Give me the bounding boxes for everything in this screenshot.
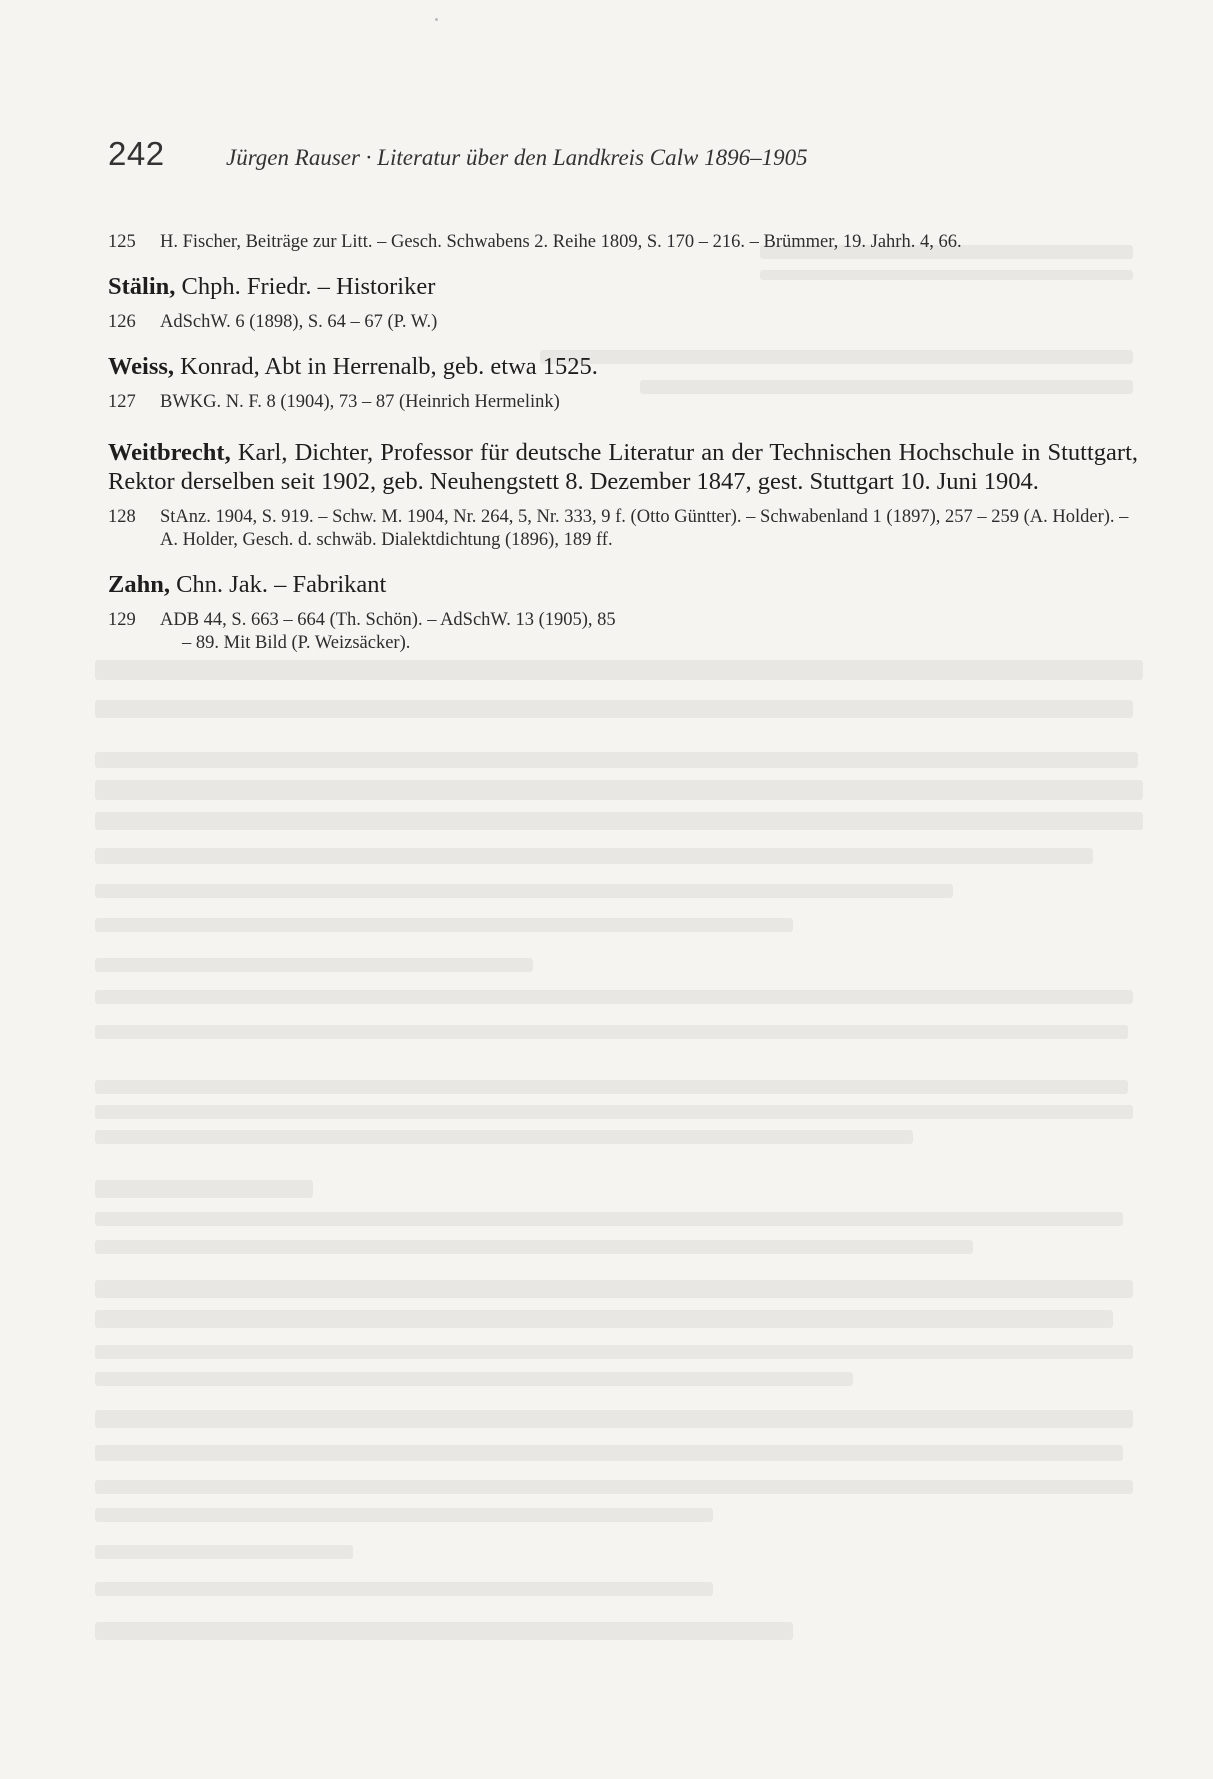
page-header xyxy=(108,135,1138,173)
page-number: 242 xyxy=(108,135,165,172)
entry-number: 128 xyxy=(108,507,136,527)
entry-number: 129 xyxy=(108,610,136,630)
person-description: Chph. Friedr. – Historiker xyxy=(175,273,436,300)
entry-number: 127 xyxy=(108,392,136,412)
bibliography-entry-127 xyxy=(108,391,1138,414)
person-description: Karl, Dichter, Professor für deutsche Literatur an der Technischen Hochschule in Stuttgart, Rektor derselben seit 1902, geb. Neuhengstett 8. Dezember 1847, gest. Stuttgart 10. Juni 1904. xyxy=(108,439,1138,495)
bibliography-entry-125 xyxy=(108,231,1138,254)
running-title: Jürgen Rauser · Literatur über den Landkreis Calw 1896–1905 xyxy=(226,145,808,170)
person-heading-zahn xyxy=(108,570,1138,599)
entry-text: BWKG. N. F. 8 (1904), 73 – 87 (Heinrich Hermelink) xyxy=(160,392,560,412)
entry-text: ADB 44, S. 663 – 664 (Th. Schön). – AdSchW. 13 (1905), 85 xyxy=(160,610,616,630)
person-description: Chn. Jak. – Fabrikant xyxy=(169,571,387,598)
person-heading-weitbrecht xyxy=(108,438,1138,496)
entry-text: AdSchW. 6 (1898), S. 64 – 67 (P. W.) xyxy=(160,312,438,332)
entry-text: StAnz. 1904, S. 919. – Schw. M. 1904, Nr. 264, 5, Nr. 333, 9 f. (Otto Güntter). – Schwabenland 1 (1897), 257 – 259 (A. Holder). – A. Holder, Gesch. d. schwäb. Dialektdichtung (1896), 189 ff. xyxy=(160,507,1129,550)
entry-text-continuation: – 89. Mit Bild (P. Weizsäcker). xyxy=(182,633,411,653)
document-page xyxy=(108,135,1138,655)
print-registration-mark xyxy=(435,18,438,21)
person-heading-staelin xyxy=(108,272,1138,301)
bibliography-entry-128 xyxy=(108,506,1138,552)
person-surname: Weitbrecht, xyxy=(108,439,231,466)
person-surname: Stälin, xyxy=(108,273,176,300)
person-surname: Zahn, xyxy=(108,571,170,598)
person-heading-weiss xyxy=(108,352,1138,381)
bibliography-entry-129 xyxy=(108,609,1138,655)
entry-text: H. Fischer, Beiträge zur Litt. – Gesch. Schwabens 2. Reihe 1809, S. 170 – 216. – Brümmer, 19. Jahrh. 4, 66. xyxy=(160,232,962,252)
bibliography-entry-126 xyxy=(108,311,1138,334)
entry-text-block xyxy=(160,609,1138,655)
entry-number: 125 xyxy=(108,232,136,252)
person-surname: Weiss, xyxy=(108,353,175,380)
entry-number: 126 xyxy=(108,312,136,332)
person-description: Konrad, Abt in Herrenalb, geb. etwa 1525. xyxy=(174,353,598,380)
